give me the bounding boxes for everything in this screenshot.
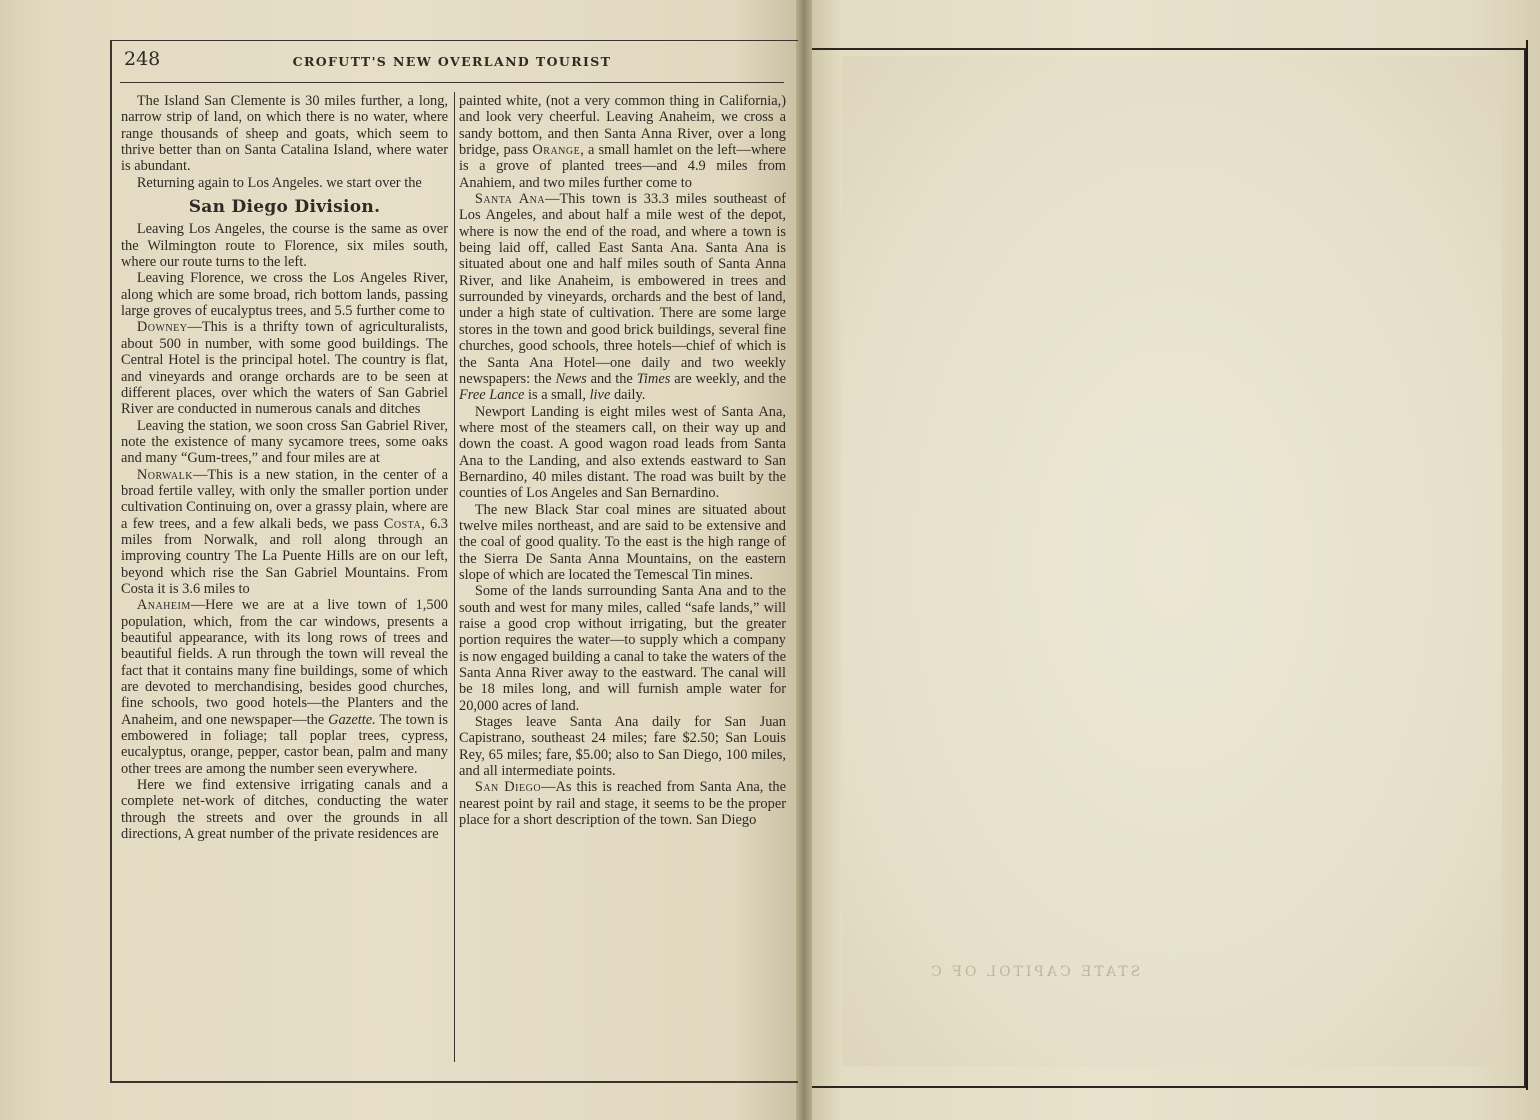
paragraph-text: —Here we are at a live town of 1,500 population, which, from the car windows, presents a beautiful appearance, with its long rows of trees and beautiful fields. A run through the town will reveal the fact that it contains many fine buildings, some of which are devoted to merchandising, besides good churches, fine schools, two good hotels—the Planters and the Anaheim, and one newspaper—the <box>121 597 448 728</box>
column-rule <box>454 92 455 1062</box>
left-text-column <box>121 93 448 842</box>
paragraph: Leaving Los Angeles, the course is the same as over the Wilmington route to Florence, six miles south, where our route turns to the left. <box>121 221 448 271</box>
paragraph-text: are weekly, and the <box>670 370 786 387</box>
newspaper-title: Times <box>636 370 671 387</box>
place-name: Costa <box>383 515 422 532</box>
paragraph <box>459 191 786 403</box>
paragraph <box>121 319 448 417</box>
paragraph: Returning again to Los Angeles. we start over the <box>136 174 422 191</box>
place-name: Santa Ana <box>474 191 546 208</box>
tissue-guard-blank-plate <box>842 56 1502 1066</box>
paragraph-text: painted white, (not a very common thing in California,) and look very cheerful. Leaving Anaheim, we cross a sandy bottom, and then Santa Anna River, over a long bridge, pass <box>459 93 786 159</box>
paragraph: Leaving the station, we soon cross San Gabriel River, note the existence of many sycamore trees, some oaks and many “Gum-trees,” and four miles are at <box>121 417 448 467</box>
newspaper-title: News <box>555 370 587 387</box>
paragraph-text: is a small, <box>524 387 590 404</box>
paragraph-text: —This is a new station, in the center of a broad fertile valley, with only the smaller portion under cultivation Continuing on, over a grassy plain, where are a few trees, and a few alkali beds, we pass <box>121 466 448 532</box>
paragraph <box>121 597 448 777</box>
place-name: Downey <box>136 319 188 336</box>
paragraph <box>459 779 786 828</box>
page-header <box>120 46 784 83</box>
paragraph-text: and the <box>586 370 637 387</box>
right-page <box>812 0 1540 1120</box>
place-name: Anaheim <box>136 597 191 614</box>
paragraph: Newport Landing is eight miles west of Santa Ana, where most of the steamers call, on their way up and down the coast. A good wagon road leads from Santa Ana to the Landing, and also extends eastward to San Bernardino, 40 miles distant. The road was built by the counties of Los Angeles and San Bernardino. <box>459 403 786 502</box>
paragraph-text: —As this is reached from Santa Ana, the nearest point by rail and stage, it seems to be the proper place for a short description of the town. San Diego <box>459 779 786 829</box>
paragraph-text: —This town is 33.3 miles southeast of Los Angeles, and about half a mile west of the depot, where is now the end of the road, and where a town is being laid off, called East Santa Ana. Santa Ana is situated about one and half miles south of Santa Anna River, and like Anaheim, is embowered in trees and surrounded by vineyards, orchards and the best of land, under a high state of cultivation. There are some large stores in the town and good brick buildings, several fine churches, good schools, three hotels—chief of which is the Santa Ana Hotel—one daily and two weekly newspapers: the <box>459 191 786 387</box>
paragraph-text: daily. <box>610 387 646 404</box>
paragraph: Leaving Florence, we cross the Los Angeles River, along which are some broad, rich bottom lands, passing large groves of eucalyptus trees, and 5.5 further come to <box>121 270 448 320</box>
paragraph: The new Black Star coal mines are situated about twelve miles northeast, and are said to be extensive and the coal of good quality. To the east is the high range of the Sierra De Santa Anna Mountains, on the eastern slope of which are located the Temescal Tin mines. <box>459 501 786 583</box>
place-name: Norwalk <box>136 466 193 483</box>
section-heading: San Diego Division. <box>188 197 381 218</box>
paragraph-text: The town is embowered in foliage; tall poplar trees, cypress, eucalyptus, orange, pepper, castor bean, palm and many other trees are among the number seen everywhere. <box>121 711 448 777</box>
right-text-column <box>459 93 786 828</box>
paragraph <box>121 467 448 598</box>
paragraph <box>459 93 786 191</box>
right-page-edge-rule <box>1520 40 1528 1090</box>
place-name: San Diego <box>474 779 542 796</box>
bleed-through-caption: STATE CAPITOL OF C <box>928 964 1141 980</box>
place-name: Orange <box>532 142 581 159</box>
emphasis: live <box>589 387 611 404</box>
newspaper-title: Free Lance <box>459 387 525 404</box>
running-head: CROFUTT'S NEW OVERLAND TOURIST <box>292 54 612 69</box>
paragraph: The Island San Clemente is 30 miles further, a long, narrow strip of land, on which there is no water, where range thousands of sheep and goats, which seem to thrive better than on Santa Catalina Island, where water is abundant. <box>121 93 448 175</box>
paragraph: Here we find extensive irrigating canals and a complete net-work of ditches, conducting the water through the streets and over the grounds in all directions, A great number of the private residences are <box>121 777 448 843</box>
paragraph-text: , a small hamlet on the left—where is a grove of planted trees—and 4.9 miles from Anahiem, and two miles further come to <box>459 142 786 191</box>
newspaper-title: Gazette. <box>328 711 376 728</box>
page-number: 248 <box>124 48 161 70</box>
paragraph-text: —This is a thrifty town of agriculturalists, about 500 in number, with some good buildings. The Central Hotel is the principal hotel. The country is flat, and vineyards and orange orchards are to be seen at different places, over which the waters of San Gabriel River are conducted in numerous canals and ditches <box>121 319 448 418</box>
paragraph: Some of the lands surrounding Santa Ana and to the south and west for many miles, called “safe lands,” will raise a good crop without irrigating, but the greater portion requires the water—to supply which a company is now engaged building a canal to take the waters of the Santa Anna River away to the eastward. The canal will be 18 miles long, and will furnish ample water for 20,000 acres of land. <box>459 583 786 714</box>
paragraph-text: , 6.3 miles from Norwalk, and roll along through an improving country The La Puente Hills are on our left, beyond which rise the San Gabriel Mountains. From Costa it is 3.6 miles to <box>121 515 448 597</box>
paragraph: Stages leave Santa Ana daily for San Juan Capistrano, southeast 24 miles; fare $2.50; San Louis Rey, 65 miles; fare, $5.00; also to San Diego, 100 miles, and all intermediate points. <box>459 714 786 780</box>
